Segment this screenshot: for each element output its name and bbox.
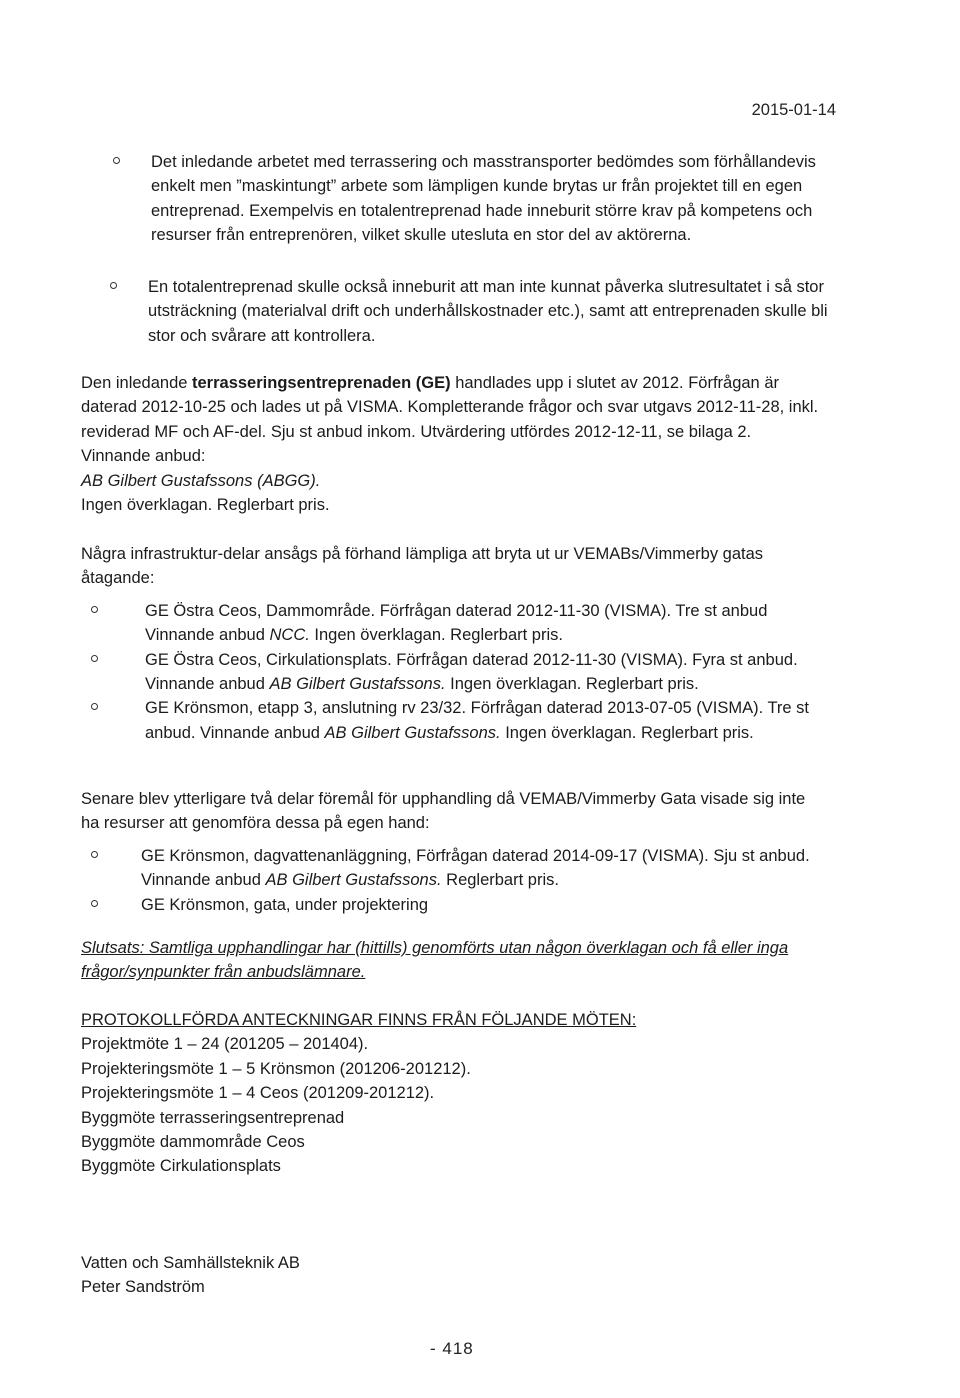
bullet-icon: [91, 900, 98, 907]
list-item: GE Krönsmon, etapp 3, anslutning rv 23/32. Förfrågan daterad 2013-07-05 (VISMA). Tre st anbud. Vinnande anbud AB Gilbert Gustafssons. Ingen överklagan. Reglerbart pris.: [145, 696, 821, 745]
bullet-icon: [91, 655, 98, 662]
intro-bullets: [151, 150, 841, 248]
document-date: 2015-01-14: [751, 101, 836, 119]
signature-block: [81, 1251, 581, 1300]
infrastructure-paragraph: Några infrastruktur-delar ansågs på förhand lämpliga att bryta ut ur VEMABs/Vimmerby gatas åtagande: GE Östra Ceos, Dammområde. Förfrågan daterad 2012-11-30 (VISMA). Tre st anbud Vinnande anbud NCC. Ingen överklagan. Reglerbart pris. GE Östra Ceos, Cirkulationsplats. Förfrågan daterad 2012-11-30 (VISMA). Fyra st anbud. Vinnande anbud AB Gilbert Gustafssons. Ingen överklagan. Reglerbart pris. GE Krönsmon, etapp 3, anslutning rv 23/32. Förfrågan daterad 2013-07-05 (VISMA). Tre st anbud. Vinnande anbud AB Gilbert Gustafssons. Ingen överklagan. Reglerbart pris.: [81, 542, 821, 745]
list-item: En totalentreprenad skulle också inneburit att man inte kunnat påverka slutresultatet i så stor utsträckning (materialval drift och underhållskostnader etc.), samt att entreprenaden skulle bli stor och svårare att kontrollera.: [148, 275, 848, 348]
list-item: GE Östra Ceos, Dammområde. Förfrågan daterad 2012-11-30 (VISMA). Tre st anbud Vinnande anbud NCC. Ingen överklagan. Reglerbart pris.: [145, 599, 821, 648]
list-item: Det inledande arbetet med terrassering och masstransporter bedömdes som förhållandevis enkelt men ”maskintungt” arbete som lämpligen kunde brytas ur från projektet till en egen entreprenad. Exempelvis en totalentreprenad hade inneburit större krav på kompetens och resurser från entreprenören, vilket skulle utesluta en stor del av aktörerna.: [151, 150, 841, 248]
list-item: GE Krönsmon, gata, under projektering: [141, 893, 821, 917]
protocol-line: Projekteringsmöte 1 – 4 Ceos (201209-201212).: [81, 1084, 435, 1103]
protocol-line: Byggmöte terrasseringsentreprenad: [81, 1108, 345, 1127]
protocol-line: Byggmöte dammområde Ceos: [81, 1133, 305, 1152]
conclusion: Slutsats: Samtliga upphandlingar har (hittills) genomförts utan någon överklagan och få eller inga frågor/synpunkter från anbudslämnare.: [81, 939, 789, 982]
winning-bid: AB Gilbert Gustafssons (ABGG).: [81, 471, 321, 490]
bullet-icon: [91, 606, 98, 613]
additional-procurement-paragraph: Senare blev ytterligare två delar föremål för upphandling då VEMAB/Vimmerby Gata visade sig inte ha resurser att genomföra dessa på egen hand: GE Krönsmon, dagvattenanläggning, Förfrågan daterad 2014-09-17 (VISMA). Sju st anbud. Vinnande anbud AB Gilbert Gustafssons. Reglerbart pris. GE Krönsmon, gata, under projektering: [81, 787, 821, 917]
bullet-icon: [113, 157, 120, 164]
procurement-paragraph: Den inledande terrasseringsentreprenaden (GE) handlades upp i slutet av 2012. Förfrågan är daterad 2012-10-25 och lades ut på VISMA. Kompletterande frågor och svar utgavs 2012-11-28, inkl. reviderad MF och AF-del. Sju st anbud inkom. Utvärdering utfördes 2012-12-11, se bilaga 2. Vinnande anbud: AB Gilbert Gustafssons (ABGG). Ingen överklagan. Reglerbart pris.: [81, 371, 821, 517]
intro-bullets-2: [148, 275, 848, 348]
additional-list: [81, 844, 821, 917]
protocol-section: [81, 1008, 841, 1179]
infrastructure-list: [81, 599, 821, 745]
protocol-line: Byggmöte Cirkulationsplats: [81, 1157, 281, 1176]
protocol-heading: PROTOKOLLFÖRDA ANTECKNINGAR FINNS FRÅN FÖLJANDE MÖTEN:: [81, 1011, 637, 1029]
company-name: Vatten och Samhällsteknik AB: [81, 1254, 300, 1272]
list-item: GE Östra Ceos, Cirkulationsplats. Förfrågan daterad 2012-11-30 (VISMA). Fyra st anbud. Vinnande anbud AB Gilbert Gustafssons. Ingen överklagan. Reglerbart pris.: [145, 648, 821, 697]
page-number: - 418: [430, 1339, 474, 1358]
protocol-line: Projekteringsmöte 1 – 5 Krönsmon (201206-201212).: [81, 1059, 471, 1078]
list-item: GE Krönsmon, dagvattenanläggning, Förfrågan daterad 2014-09-17 (VISMA). Sju st anbud. Vinnande anbud AB Gilbert Gustafssons. Reglerbart pris.: [141, 844, 821, 893]
bullet-icon: [91, 851, 98, 858]
bullet-icon: [110, 282, 117, 289]
signer-name: Peter Sandström: [81, 1278, 205, 1297]
bullet-icon: [91, 703, 98, 710]
protocol-line: Projektmöte 1 – 24 (201205 – 201404).: [81, 1035, 369, 1054]
